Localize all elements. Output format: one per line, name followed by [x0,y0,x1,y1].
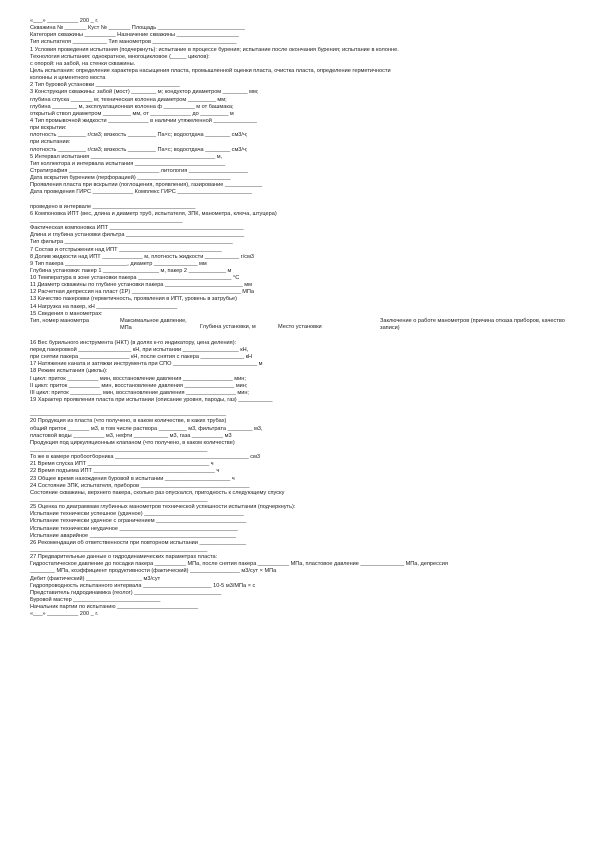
form-line: 9 Тип пакера ____________________, диаметр ______________ мм [30,260,207,267]
form-line: глубина спуска _______ м; техническая колонна диаметром _________ мм; [30,96,227,103]
form-line: 11 Диаметр скважины по глубине установки пакера _________________________ мм [30,282,252,289]
form-line: 7 Состав и отстрыжения над ИПТ _________________________________ [30,246,222,253]
form-line [30,197,570,204]
form-line: Категория скважины __________ Назначение скважины ____________________ [30,32,239,39]
form-line: Скважина № _______ Куст № _______ Площадь ____________________________ [30,25,245,32]
form-line: при вскрытии: [30,125,67,132]
form-line: Глубина установки: пакер 1 __________________ м, пакер 2 ____________ м [30,267,232,274]
form-line: 12 Расчетная депрессия на пласт (ΣР) ___________________________________ МПа [30,289,255,296]
form-line: 5 Интервал испытания ________________________________________ м, [30,153,223,160]
form-line: ________ МПа, коэффициент продуктивности (фактический) ________________ м3/сут × МПа [30,568,277,575]
table-column-header: Максимальное давление, МПа [120,317,187,331]
form-line: пластовой воды __________ м3, нефти ___________ м3, газа __________ м3 [30,432,232,439]
form-line: Тип испытателя ___________ Тип манометров ___________________________ [30,39,237,46]
form-line [30,404,570,411]
form-line: II цикл: приток __________ мин, восстановление давления ________________ мин; [30,382,248,389]
form-line: 21 Время спуска ИПТ _______________________________________ ч [30,461,214,468]
form-line: Представитель гидродинамика (геолог) ____________________________ [30,589,222,596]
form-line: Гидростатическое давление до посадки пакера __________ МПа, после снятия пакера __________ МПа, пластовое давление ______________ МПа, депрессия [30,561,448,568]
form-line: с опорой: на забой, на стенки скважины. [30,60,136,67]
form-line: 17 Натяжение каната и затяжки инструмента при СПО ___________________________ м [30,361,263,368]
form-line: Буровой мастер ____________________________ [30,596,161,603]
test-report-form [30,18,570,618]
form-line: 20 Продукция из пласта (что получено, в каком количестве, в каких трубах) [30,418,227,425]
form-line: 23 Общее время нахождения буровой в испытании _____________________ ч [30,475,235,482]
form-line: 22 Время подъема ИПТ _______________________________________ ч [30,468,220,475]
form-line: _________________________________________________________ [30,447,208,454]
form-line: открытый ствол диаметром _________ мм, от _____________ до _________ м [30,110,234,117]
form-line: _________________________________________________ [30,217,183,224]
form-line: 16 Вес бурильного инструмента (НКТ) (в долях к-го индикатору, цена деления): [30,339,237,346]
form-line: проведено в интервале _________________________________ [30,203,196,210]
form-line: Испытание технически успешное (удачное) ________________________________ [30,511,244,518]
form-line: _______________________________________________________________ [30,411,226,418]
form-line: Цель испытания: определение характера насыщения пласта, промышленной оценки пласта, очистка пласта, определение герметичности [30,67,391,74]
form-line: 14 Нагрузка на пакер, кН __________________________ [30,303,178,310]
form-line: 2 Тип буровой установки ___________________________ [30,82,180,89]
form-line: общий приток _______ м3, в том числе раствора _________ м3, фильтрата ________ м3, [30,425,263,432]
form-line: I цикл: приток __________ мин, восстановление давления ________________ мин; [30,375,246,382]
manometer-table-header [30,318,570,340]
form-line: III цикл: приток __________ мин, восстановление давления ________________ мин; [30,389,249,396]
form-line: Начальник партии по испытанию __________________________ [30,604,199,611]
form-line: плотность _________ г/см3; вязкость _________ Па×с; водоотдача ________ см3/ч; [30,146,248,153]
table-column-header: Глубина установки, м [200,323,256,330]
table-column-header: Место установки [278,323,322,330]
form-line: Тип фильтра ______________________________________________________ [30,239,233,246]
form-line: 10 Температура в зоне установки пакера ______________________________ °С [30,275,240,282]
form-line: при снятии пакера ________________ кН, после снятия с пакера ______________ кН [30,354,253,361]
form-line: Испытание технически неудачное ______________________________________ [30,525,238,532]
form-line: 13 Качество пакеровки (герметичность, проявления в ИПТ, уровень в затрубье) [30,296,237,303]
form-line: 25 Оценка по диаграммам глубинных манометров технической успешности испытания (подчеркнуть): [30,504,296,511]
form-line: плотность _________ г/см3; вязкость _________ Па×с; водоотдача ________ см3/ч; [30,132,248,139]
form-line: «___» __________ 200 _ г. [30,611,99,618]
form-line: Состояние скважины, верхнего пакера, сколько раз опускался, пригодность к следующему спуску [30,489,285,496]
form-line: 24 Состояние ЗПК, испытателя, приборов ___________________________________ [30,482,250,489]
form-line: глубина ________ м, эксплуатационная колонна ф __________ м от башмака; [30,103,234,110]
form-line: Дата проведения ГИРС _____________ Комплекс ГИРС ________________________ [30,189,253,196]
table-column-header: Тип, номер манометра [30,317,89,324]
form-line: Дебит (фактический) __________________ м3/сут [30,575,161,582]
form-line: То же в камере пробоотборника ___________________________________________ см3 [30,454,261,461]
form-line: Фактическая компоновка ИПТ ___________________________________________ [30,225,244,232]
form-line: 15 Сведения о манометрах: [30,310,103,317]
form-line: Дата вскрытия бурением (перфорацией) ______________________________ [30,175,231,182]
table-column-header: Заключение о работе манометров (причина отказа приборов, качество записи) [380,317,565,331]
form-line: 8 Долив жидкости над ИПТ _____________ м, плотность жидкости ___________ г/см3 [30,253,255,260]
form-line: 26 Рекомендации об ответственности при повторном испытании _______________ [30,539,247,546]
form-line: «___» __________ 200 _ г. [30,18,99,24]
form-line: 6 Компоновка ИПТ (вес, длина и диаметр труб, испытателя, ЗПК, манометра, ключа, штуцера) [30,210,277,217]
form-line: Испытание аварийное _______________________________________________ [30,532,236,539]
form-line: Тип коллектора и интервала испытания _____________________________ [30,160,226,167]
form-line: перед пакеровкой _________________ кН, при испытании __________________ кН, [30,347,249,354]
form-line: Продукция под циркуляционным клапаном (что получено, в каком количестве) [30,439,235,446]
form-line: 18 Режим испытания (циклы): [30,368,108,375]
form-line: Длина и глубина установки фильтра ______________________________________ [30,232,245,239]
form-line: 1 Условия проведения испытания (подчеркнуть): испытание в процессе бурения; испытание после окончания бурения; испытание в колонне. [30,46,399,53]
form-line: 19 Характер проявления пласта при испытании (описание уровня, пароды, газ) ___________ [30,397,273,404]
form-line: _________________________________________________________ [30,546,208,553]
form-line: 3 Конструкция скважины: забой (мост) ________ м; кондуктор диаметром ________ мм; [30,89,259,96]
form-line: _________________________________________________________ [30,497,208,503]
form-line: 27 Предварительные данные о гидродинамических параметрах пласта: [30,554,218,561]
form-line: Стратиграфия _____________________________ литология ___________________ [30,167,248,174]
form-line: колонны и цементного моста [30,75,106,82]
form-line: Испытание технически удачное с ограничением _____________________________ [30,518,247,525]
form-line: Проявления пласта при вскрытии (поглощения, проявления), газирование ____________ [30,182,263,189]
form-line: 4 Тип промывочной жидкости _____________ в наличии утяжеленной ______________ [30,117,257,124]
form-line: Гидропроводность испытанного интервала ______________________ 10-5 м3/МПа × с [30,582,256,589]
form-line: при испытании: [30,139,71,146]
form-line: Технология испытания: однократное, многоцикловое (_____ циклов): [30,53,210,60]
